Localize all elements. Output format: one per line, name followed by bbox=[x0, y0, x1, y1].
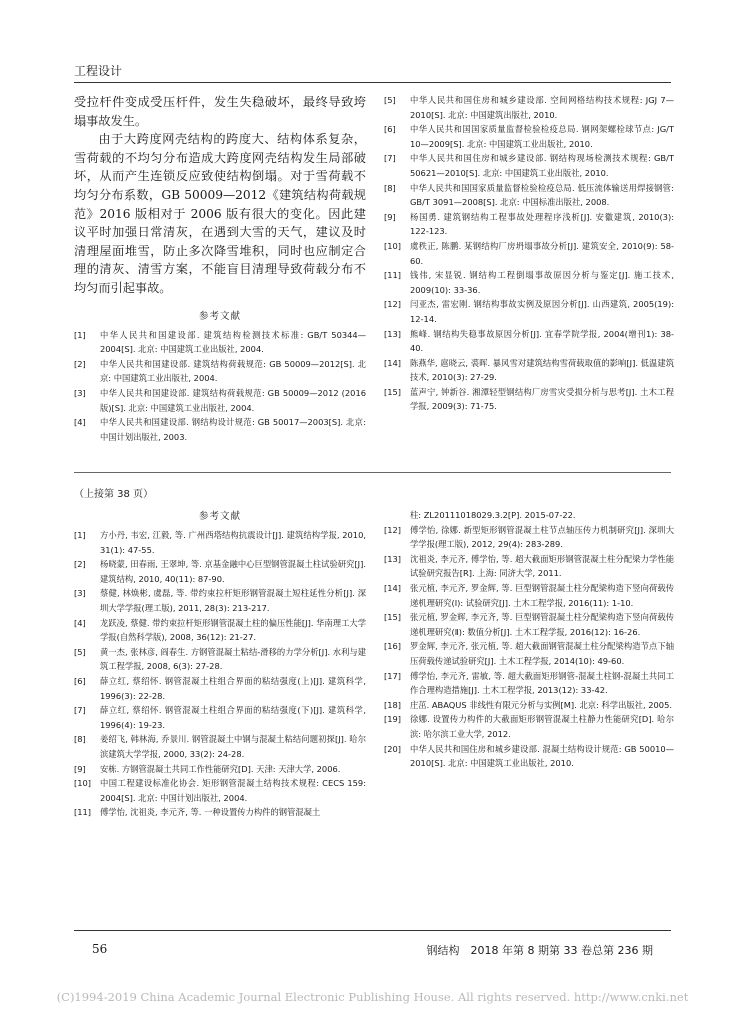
reference-item bbox=[384, 181, 674, 210]
reference-text: 徐娜. 设置传力构件的大截面矩形钢管混凝土柱静力性能研究[D]. 哈尔滨: 哈尔滨工业大学, 2012. bbox=[410, 714, 674, 739]
reference-item bbox=[74, 328, 366, 357]
reference-text: 薛立红, 蔡绍怀. 钢管混凝土柱组合界面的粘结强度(下)[J]. 建筑科学, 1996(4): 19-23. bbox=[100, 705, 366, 730]
reference-number: [10] bbox=[384, 240, 402, 251]
reference-item bbox=[74, 586, 366, 615]
reference-number: [11] bbox=[384, 270, 402, 281]
reference-item bbox=[384, 712, 674, 741]
references-list bbox=[384, 93, 674, 414]
reference-number: [14] bbox=[384, 582, 402, 593]
reference-item bbox=[384, 581, 674, 610]
reference-number: [6] bbox=[74, 675, 86, 686]
reference-item bbox=[384, 122, 674, 151]
references-list bbox=[384, 523, 674, 771]
reference-number: [8] bbox=[74, 734, 86, 745]
reference-number: [10] bbox=[74, 778, 92, 789]
reference-number: [5] bbox=[384, 95, 396, 105]
reference-number: [19] bbox=[384, 714, 402, 725]
journal-info: 钢结构 2018 年第 8 期第 33 卷总第 236 期 bbox=[426, 944, 653, 957]
reference-text: 方小丹, 韦宏, 江毅, 等. 广州西塔结构抗震设计[J]. 建筑结构学报, 2010, 31(1): 47-55. bbox=[100, 530, 366, 555]
reference-text: 杨晓蒙, 田春雨, 王翠坤, 等. 京基金融中心巨型钢管混凝土柱试验研究[J]. 建筑结构, 2010, 40(11): 87-90. bbox=[100, 559, 366, 584]
reference-item bbox=[74, 645, 366, 674]
reference-number: [15] bbox=[384, 386, 402, 397]
reference-text: 中华人民共和国国家质量监督检验检疫总局. 低压流体输送用焊接钢管: GB/T 3091—2008[S]. 北京: 中国标准出版社, 2008. bbox=[410, 182, 674, 208]
reference-text: 中华人民共和国住房和城乡建设部. 钢结构现场检测技术规程: GB/T 50621—2010[S]. 北京: 中国建筑工业出版社, 2010. bbox=[410, 153, 674, 178]
reference-number: [1] bbox=[74, 329, 86, 340]
reference-item bbox=[384, 327, 674, 356]
reference-item bbox=[74, 703, 366, 732]
reference-number: [3] bbox=[74, 387, 86, 398]
header-rule bbox=[74, 82, 671, 83]
reference-text: 龙跃凌, 蔡健. 带约束拉杆矩形钢管混凝土柱的偏压性能[J]. 华南理工大学学报(自然科学版), 2008, 36(12): 21-27. bbox=[100, 617, 366, 643]
reference-text: 陈燕华, 扈晓云, 裘晖. 暴风雪对建筑结构雪荷载取值的影响[J]. 低温建筑技术, 2010(3): 27-29. bbox=[410, 357, 674, 383]
reference-number: [4] bbox=[74, 417, 86, 428]
reference-number: [7] bbox=[74, 705, 86, 716]
reference-item bbox=[74, 616, 366, 645]
reference-item bbox=[384, 742, 674, 771]
left-column-top bbox=[74, 93, 366, 444]
reference-number: [12] bbox=[384, 524, 402, 535]
reference-text: 中华人民共和国建设部. 建筑结构荷载规范: GB 50009—2012[S]. 北京: 中国建筑工业出版社, 2004. bbox=[100, 358, 366, 384]
reference-item bbox=[74, 805, 366, 820]
references-heading: 参考文献 bbox=[198, 511, 241, 522]
reference-text: 姜绍飞, 韩林海, 乔景川. 钢管混凝土中钢与混凝土粘结问题初探[J]. 哈尔滨建筑大学学报, 2000, 33(2): 24-28. bbox=[100, 734, 366, 759]
section-header: 工程设计 bbox=[74, 64, 123, 78]
reference-text: 沈祖炎, 李元齐, 傅学怡, 等. 超大截面矩形钢管混凝土柱分配梁力学性能试验研究报告[R]. 上海: 同济大学, 2011. bbox=[410, 553, 674, 579]
reference-text: 薛立红, 蔡绍怀. 钢管混凝土柱组合界面的粘结强度(上)[J]. 建筑科学, 1996(3): 22-28. bbox=[100, 675, 366, 701]
continued-from-label: （上接第 38 页） bbox=[74, 489, 154, 500]
reference-number: [20] bbox=[384, 743, 402, 754]
reference-text: 张元植, 李元齐, 罗金辉, 等. 巨型钢管混凝土柱分配梁构造下竖向荷载传递机理研究(Ⅰ): 试验研究[J]. 土木工程学报, 2016(11): 1-10. bbox=[410, 582, 674, 608]
reference-text: 安栋. 方钢管混凝土共同工作性能研究[D]. 天津: 天津大学, 2006. bbox=[100, 763, 341, 774]
reference-text: 傅学怡, 李元齐, 雷敏, 等. 超大截面矩形钢管-混凝土柱钢-混凝土共同工作合理构造措施[J]. 土木工程学报, 2013(12): 33-42. bbox=[410, 670, 674, 696]
reference-number: [18] bbox=[384, 699, 402, 710]
reference-text: 庄茁. ABAQUS 非线性有限元分析与实例[M]. 北京: 科学出版社, 2005. bbox=[410, 699, 672, 710]
reference-text: 傅学怡, 沈祖炎, 李元齐, 等. 一种设置传力构件的钢管混凝土 bbox=[100, 807, 321, 818]
right-column-bottom bbox=[384, 508, 674, 771]
reference-number: [13] bbox=[384, 553, 402, 564]
reference-item bbox=[384, 669, 674, 698]
reference-item bbox=[384, 93, 674, 122]
body-paragraph: 受拉杆件变成受压杆件，发生失稳破坏，最终导致垮塌事故发生。 bbox=[74, 95, 366, 128]
reference-text: 黄一杰, 张林彦, 阎春生. 方钢管混凝土粘结-滑移的力学分析[J]. 水利与建筑工程学报, 2008, 6(3): 27-28. bbox=[100, 646, 366, 672]
body-paragraph: 由于大跨度网壳结构的跨度大、结构体系复杂，雪荷载的不均匀分布造成大跨度网壳结构发生局部破坏，从而产生连锁反应致使结构倒塌。对于雪荷载不均匀分布系数，GB 50009—2012《建筑结构荷载规范》2016 版相对于 2006 版有很大的变化。因此建议平时加强日常清灰，在遇到大雪的天气，建议及时清理屋面堆雪，防止多次降雪堆积，同时也应制定合理的清灰、清雪方案，不能盲目清理导致荷载分布不均匀而引起事故。 bbox=[74, 132, 366, 295]
reference-item bbox=[384, 239, 674, 268]
right-column-top bbox=[384, 93, 674, 414]
reference-text: 杨国勇. 建筑钢结构工程事故处理程序浅析[J]. 安徽建筑, 2010(3): 122-123. bbox=[410, 211, 674, 237]
reference-number: [2] bbox=[74, 559, 86, 570]
reference-item bbox=[74, 776, 366, 805]
page-number: 56 bbox=[92, 942, 108, 956]
reference-text: 熊峰. 钢结构失稳事故原因分析[J]. 宜春学院学报, 2004(增刊1): 38-40. bbox=[410, 328, 674, 354]
reference-item bbox=[384, 268, 674, 297]
reference-number: [14] bbox=[384, 357, 402, 368]
reference-item bbox=[74, 357, 366, 386]
reference-item bbox=[384, 639, 674, 668]
reference-text: 闫亚杰, 雷宏刚. 钢结构事故实例及原因分析[J]. 山西建筑, 2005(19): 12-14. bbox=[410, 299, 674, 324]
reference-number: [9] bbox=[384, 211, 396, 222]
reference-item bbox=[74, 732, 366, 761]
reference-number: [5] bbox=[74, 646, 86, 657]
reference-item bbox=[74, 415, 366, 444]
reference-number: [12] bbox=[384, 299, 402, 310]
reference-item bbox=[384, 523, 674, 552]
reference-number: [9] bbox=[74, 763, 86, 774]
reference-item bbox=[74, 528, 366, 557]
reference-item bbox=[384, 385, 674, 414]
reference-item bbox=[384, 610, 674, 639]
footer-rule bbox=[74, 930, 671, 931]
reference-number: [1] bbox=[74, 530, 86, 540]
reference-number: [8] bbox=[384, 182, 396, 193]
reference-text: 张元植, 罗金辉, 李元齐, 等. 巨型钢管混凝土柱分配梁构造下竖向荷载传递机理研究(Ⅱ): 数值分析[J]. 土木工程学报, 2016(12): 16-26. bbox=[410, 612, 674, 637]
reference-text: 蔡健, 林焕彬, 虞磊, 等. 带约束拉杆矩形钢管混凝土短柱延性分析[J]. 深圳大学学报(理工版), 2011, 28(3): 213-217. bbox=[100, 588, 366, 613]
reference-number: [11] bbox=[74, 807, 92, 818]
reference-item bbox=[384, 698, 674, 713]
reference-number: [4] bbox=[74, 617, 86, 628]
reference-number: [6] bbox=[384, 124, 396, 135]
reference-text: 中华人民共和国国家质量监督检验检疫总局. 钢网架螺栓球节点: JG/T 10—2009[S]. 北京: 中国建筑工业出版社, 2010. bbox=[410, 124, 674, 149]
reference-number: [7] bbox=[384, 153, 396, 164]
reference-text: 中国工程建设标准化协会. 矩形钢管混凝土结构技术规程: CECS 159: 2004[S]. 北京: 中国计划出版社, 2004. bbox=[100, 778, 366, 803]
reference-continuation: 柱: ZL20111018029.3.2[P]. 2015-07-22. bbox=[410, 510, 576, 520]
reference-text: 中华人民共和国建设部. 建筑结构检测技术标准: GB/T 50344—2004[S]. 北京: 中国建筑工业出版社, 2004. bbox=[100, 329, 366, 355]
reference-text: 中华人民共和国住房和城乡建设部. 空间网格结构技术规程: JGJ 7—2010[S]. 北京: 中国建筑出版社, 2010. bbox=[410, 95, 674, 120]
references-heading: 参考文献 bbox=[198, 310, 241, 322]
reference-item bbox=[384, 552, 674, 581]
references-list bbox=[74, 328, 366, 445]
reference-number: [13] bbox=[384, 328, 402, 339]
reference-number: [17] bbox=[384, 670, 402, 681]
section-divider bbox=[74, 472, 671, 473]
reference-number: [15] bbox=[384, 612, 402, 623]
reference-number: [16] bbox=[384, 641, 402, 652]
reference-text: 蓝声宁, 钟新谷. 湘潭轻型钢结构厂房雪灾受损分析与思考[J]. 土木工程学报, 2009(3): 71-75. bbox=[410, 386, 674, 412]
reference-text: 钱伟, 宋显锐. 钢结构工程倒塌事故原因分析与鉴定[J]. 施工技术, 2009(10): 33-36. bbox=[410, 270, 674, 295]
left-column-bottom bbox=[74, 498, 366, 820]
reference-item bbox=[384, 356, 674, 385]
reference-item bbox=[74, 762, 366, 777]
reference-text: 中华人民共和国建设部. 钢结构设计规范: GB 50017—2003[S]. 北京: 中国计划出版社, 2003. bbox=[100, 417, 366, 442]
reference-text: 傅学怡, 徐娜. 新型矩形钢管混凝土柱节点轴压传力机制研究[J]. 深圳大学学报(理工版), 2012, 29(4): 283-289. bbox=[410, 524, 674, 550]
reference-text: 中华人民共和国住房和城乡建设部. 混凝土结构设计规范: GB 50010—2010[S]. 北京: 中国建筑工业出版社, 2010. bbox=[410, 743, 674, 769]
references-list bbox=[74, 528, 366, 820]
reference-item bbox=[384, 151, 674, 180]
reference-item bbox=[74, 386, 366, 415]
reference-item bbox=[74, 674, 366, 703]
reference-item bbox=[384, 210, 674, 239]
reference-text: 罗金辉, 李元齐, 张元植, 等. 超大截面钢管混凝土柱分配梁构造节点下轴压荷载传递试验研究[J]. 土木工程学报, 2014(10): 49-60. bbox=[410, 641, 674, 666]
reference-text: 虞秩正, 陈鹏. 某钢结构厂房坍塌事故分析[J]. 建筑安全, 2010(9): 58-60. bbox=[410, 240, 674, 266]
reference-text: 中华人民共和国建设部. 建筑结构荷载规范: GB 50009—2012 (2016 版)[S]. 北京: 中国建筑工业出版社, 2004. bbox=[100, 387, 366, 413]
copyright-watermark: (C)1994-2019 China Academic Journal Electronic Publishing House. All rights reserved. http://www.cnki.net bbox=[56, 990, 689, 1004]
reference-item bbox=[74, 557, 366, 586]
reference-number: [3] bbox=[74, 588, 86, 599]
reference-number: [2] bbox=[74, 358, 86, 369]
reference-item bbox=[384, 297, 674, 326]
